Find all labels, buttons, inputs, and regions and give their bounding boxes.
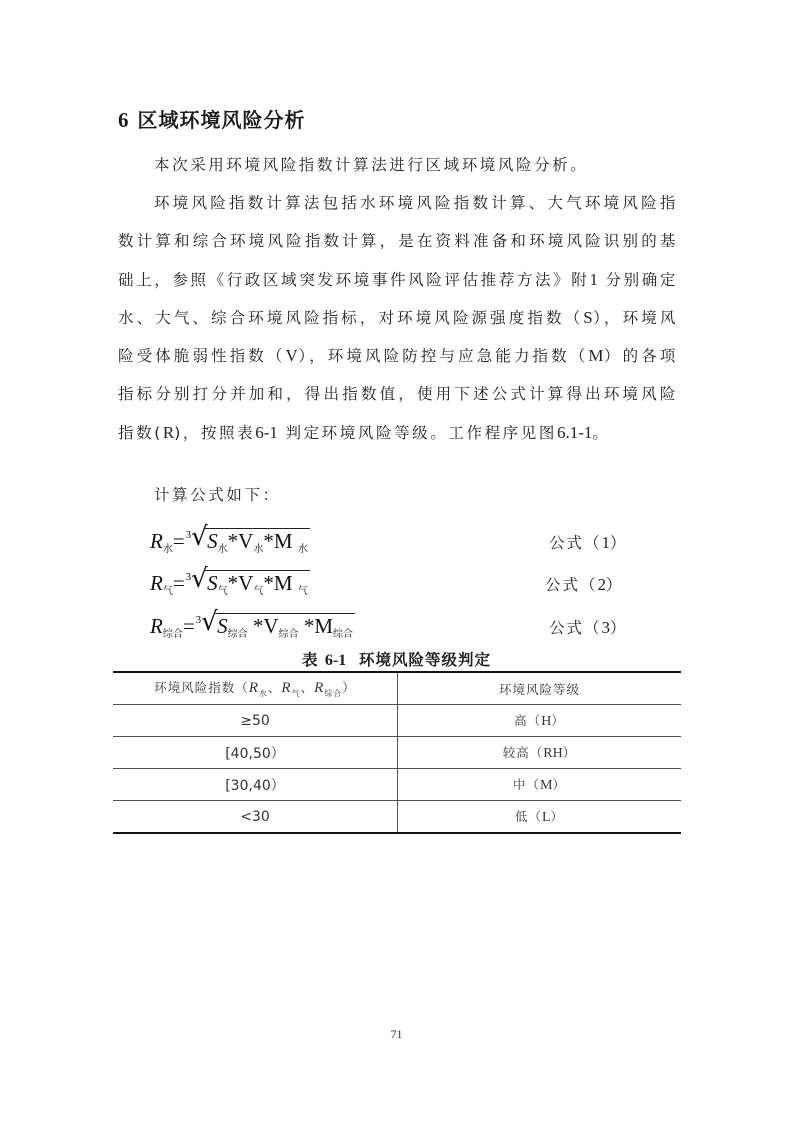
- header-risk-level: 环境风险等级: [498, 681, 580, 697]
- formula-air: $R_气=^3√$ $S_气*V_气*M$ $_气$: [150, 568, 310, 600]
- intro-paragraph: 本次采用环境风险指数计算法进行区域环境风险分析。: [154, 156, 589, 174]
- table-row: [113, 705, 681, 737]
- figure-reference: 6.1-1: [556, 422, 593, 442]
- table-caption: 表 6-1 环境风险等级判定: [301, 651, 492, 669]
- formula-label-1: 公式（1）: [549, 533, 628, 552]
- level-cell: 高（H）: [514, 713, 565, 729]
- level-cell: 低（L）: [514, 809, 565, 825]
- cube-root: √ $S_气*V_气*M$ $_气$: [191, 568, 310, 597]
- range-cell: ≥50: [113, 705, 398, 737]
- section-number: 6: [118, 108, 130, 132]
- level-cell: 中（M）: [513, 777, 566, 793]
- section-title: 区域环境风险分析: [137, 108, 306, 132]
- header-risk-index: 环境风险指数（$R_水$、$R_气$、$R_{综合}$）: [113, 672, 398, 705]
- range-cell: <30: [113, 801, 398, 834]
- appendix-number: 1: [589, 269, 598, 289]
- table-row: [113, 801, 681, 834]
- table-row: [113, 737, 681, 769]
- page-number: 71: [390, 1027, 403, 1041]
- method-paragraph: 环境风险指数计算法包括水环境风险指数计算、大气环境风险指数计算和综合环境风险指数计算，是在资料准备和环境风险识别的基础上，参照《行政区域突发环境事件风险评估推荐方法》附1 分别确定水、大气、综合环境风险指标，对环境风险源强度指数（S），环境风险受体脆弱性指数（V），环境风险防控与应急能力指数（M）的各项指标分别打分并加和，得出指数值，使用下述公式计算得出环境风险指数(R)，按照表6-1 判定环境风险等级。工作程序见图6.1-1。: [118, 194, 678, 442]
- cube-root: √ $S_水*V_水*M$ $_水$: [191, 526, 310, 555]
- cube-root: √ $S_{综合}$ $*V_{综合}$ $*M_{综合}$: [201, 611, 355, 640]
- table-reference: 6-1: [255, 422, 278, 442]
- risk-grade-table: [113, 671, 681, 834]
- formula-intro: 计算公式如下：: [154, 486, 281, 504]
- table-row: [113, 769, 681, 801]
- formula-combined: $R_{综合}=^3√$ $S_{综合}$ $*V_{综合}$ $*M_{综合}$: [150, 611, 355, 643]
- range-cell: [40,50）: [113, 737, 398, 769]
- range-cell: [30,40）: [113, 769, 398, 801]
- formula-water: $R_水=^3√$ $S_水*V_水*M$ $_水$: [150, 526, 310, 558]
- level-cell: 较高（RH）: [502, 745, 577, 761]
- section-heading: [118, 104, 306, 133]
- table-header-row: [113, 672, 681, 705]
- formula-label-2: 公式（2）: [545, 575, 624, 594]
- formula-label-3: 公式（3）: [549, 618, 628, 637]
